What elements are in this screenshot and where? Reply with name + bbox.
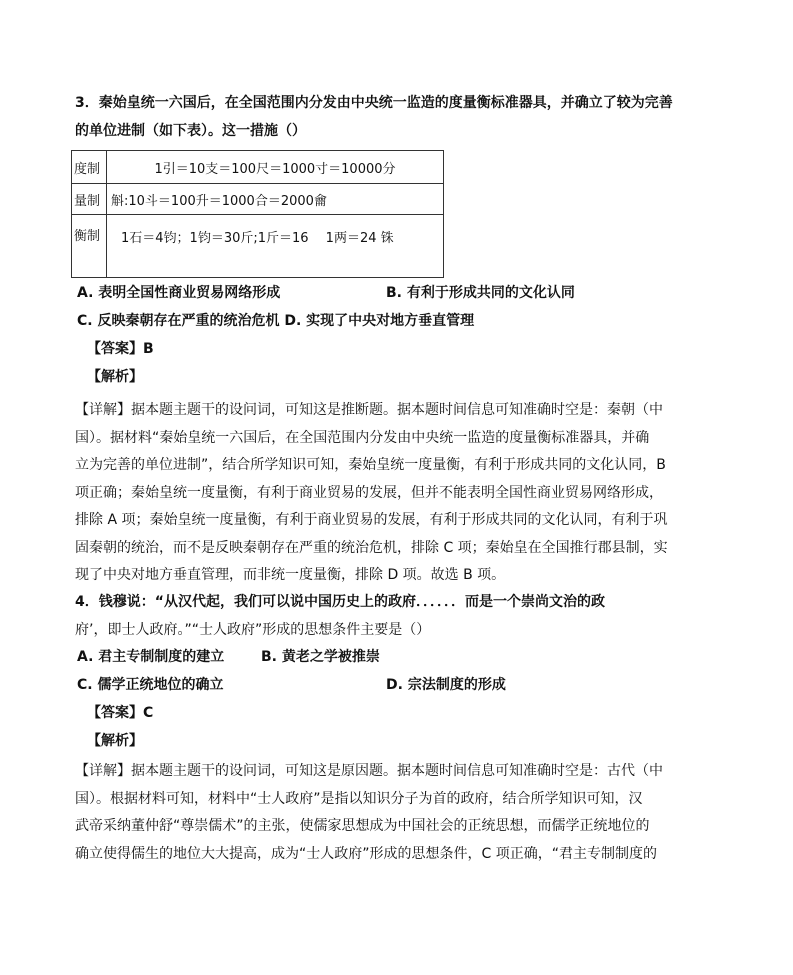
table-row-head: 度制 [72,151,107,184]
table-row-value: 1石＝4钧；1钧＝30斤;1斤＝16 1两＝24 铢 [107,215,444,278]
q4-detail [75,758,675,868]
q3-detail-line: 国）。据材料“秦始皇统一六国后，在全国范围内分发由中央统一监造的度量衡标准器具，并确 [75,429,650,446]
q4-detail-line: 【详解】据本题主题干的设问词，可知这是原因题。据本题时间信息可知准确时空是：古代（中 [75,763,663,779]
table-row [72,151,444,184]
q4-detail-line: 武帝采纳董仲舒“尊崇儒术”的主张，使儒家思想成为中国社会的正统思想，而儒学正统地位的 [75,818,650,834]
q4-answer: 【答案】C [87,705,154,721]
q3-detail-line: 立为完善的单位进制”，结合所学知识可知，秦始皇统一度量衡，有利于形成共同的文化认同，B [75,457,666,473]
q3-option-a: A. 表明全国性商业贸易网络形成 [77,285,281,301]
q4-detail-line: 国）。根据材料可知，材料中“士人政府”是指以知识分子为首的政府，结合所学知识可知，汉 [75,790,643,807]
q4-analysis-label: 【解析】 [87,733,143,749]
q3-detail-line: 固秦朝的统治，而不是反映秦朝存在严重的统治危机，排除 C 项；秦始皇在全国推行郡县制，实 [75,539,668,556]
q4-stem-line2: 府’，即士人政府。”“士人政府”形成的思想条件主要是（） [75,622,431,638]
q4-option-c: C. 儒学正统地位的确立 [77,677,224,693]
q3-option-cd: C. 反映秦朝存在严重的统治危机 D. 实现了中央对地方垂直管理 [77,313,475,329]
table-row [72,215,444,278]
q3-detail-line: 项正确；秦始皇统一度量衡，有利于商业贸易的发展，但并不能表明全国性商业贸易网络形成， [75,484,663,501]
table-row-value: 斛:10斗＝100升＝1000合＝2000龠 [107,184,444,215]
table-row [72,184,444,215]
q4-option-a: A. 君主专制制度的建立 [77,649,225,665]
q3-answer: 【答案】B [87,341,154,357]
q3-detail [75,397,675,590]
q3-option-b: B. 有利于形成共同的文化认同 [386,285,575,301]
measurement-table [71,150,444,278]
q4-option-b: B. 黄老之学被推崇 [261,649,380,665]
q4-stem-line1: 4．钱穆说：“从汉代起，我们可以说中国历史上的政府．．．．．．而是一个崇尚文治的政 [75,594,605,610]
table-row-value: 1引＝10支＝100尺＝1000寸＝10000分 [107,151,444,184]
q3-detail-line: 现了中央对地方垂直管理，而非统一度量衡，排除 D 项。故选 B 项。 [75,567,506,583]
table-row-head: 量制 [72,184,107,215]
q3-stem-line1: 3．秦始皇统一六国后，在全国范围内分发由中央统一监造的度量衡标准器具，并确立了较为完善 [75,95,673,111]
q3-stem-line2: 的单位进制（如下表）。这一措施（） [75,123,306,139]
q4-detail-line: 确立使得儒生的地位大大提高，成为“士人政府”形成的思想条件，C 项正确，“君主专制制度的 [75,845,657,862]
q3-analysis-label: 【解析】 [87,369,143,385]
table-row-head: 衡制 [72,215,107,278]
q3-detail-line: 排除 A 项；秦始皇统一度量衡，有利于商业贸易的发展，有利于形成共同的文化认同，有利于巩 [75,512,668,528]
q3-detail-line: 【详解】据本题主题干的设问词，可知这是推断题。据本题时间信息可知准确时空是：秦朝（中 [75,402,663,418]
q4-option-d: D. 宗法制度的形成 [386,677,506,693]
